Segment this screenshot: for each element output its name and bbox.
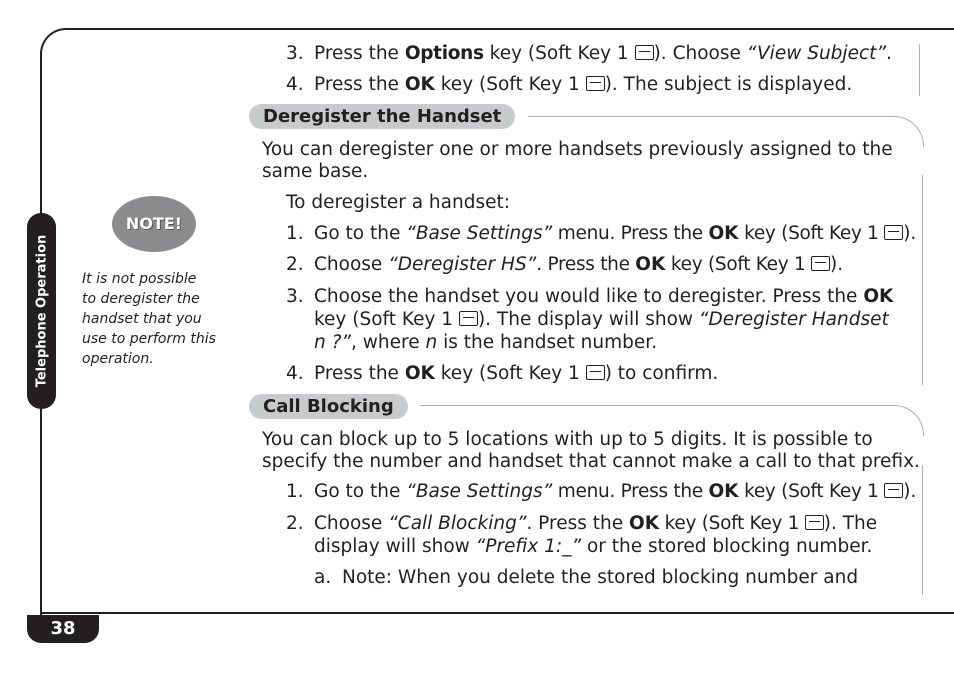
ok-key: OK [629, 513, 660, 534]
soft-key-icon [884, 483, 903, 498]
step-4-subject-displayed: 4. Press the OK key (Soft Key 1 ). The subject is displayed. [286, 74, 853, 95]
bottom-rule [40, 612, 954, 614]
note-line: operation. [82, 351, 154, 367]
ok-key: OK [708, 223, 739, 244]
deregister-intro-line: same base. [262, 161, 369, 182]
step-3-view-subject: 3. Press the Options key (Soft Key 1 ). Choose “View Subject”. [286, 43, 892, 64]
page-number: 38 [27, 615, 99, 643]
note-line: handset that you [82, 311, 202, 327]
note-line: It is not possible [82, 271, 197, 287]
soft-key-icon [635, 45, 654, 60]
section-heading-deregister: Deregister the Handset [249, 104, 515, 129]
right-rule [919, 44, 920, 96]
ok-key: OK [708, 481, 739, 502]
side-tab-label: Telephone Operation [34, 234, 49, 388]
call-blocking-intro-line: You can block up to 5 locations with up to 5 digits. It is possible to [262, 429, 873, 450]
deregister-step-1: 1. Go to the “Base Settings” menu. Press the OK key (Soft Key 1 ). [286, 223, 917, 244]
note-line: to deregister the [82, 291, 200, 307]
heading-rule [528, 116, 894, 117]
note-text [82, 269, 232, 369]
call-blocking-step-2-cont: display will show “Prefix 1:_” or the stored blocking number. [314, 536, 873, 557]
call-blocking-step-1: 1. Go to the “Base Settings” menu. Press the OK key (Soft Key 1 ). [286, 481, 917, 502]
ok-key: OK [404, 74, 435, 95]
note-badge: NOTE! [112, 196, 196, 252]
deregister-intro-line: You can deregister one or more handsets previously assigned to the [262, 139, 893, 160]
soft-key-icon [586, 365, 605, 380]
deregister-step-3-cont: key (Soft Key 1 ). The display will show “Deregister Handset [314, 309, 889, 330]
heading-rule [420, 405, 894, 406]
deregister-step-3-cont: n ?”, where n is the handset number. [314, 332, 658, 353]
right-rule [922, 175, 923, 385]
soft-key-icon [459, 311, 478, 326]
options-key: Options [404, 43, 484, 64]
right-rule [922, 465, 923, 595]
ok-key: OK [635, 254, 666, 275]
note-line: use to perform this [82, 331, 216, 347]
call-blocking-sub-a: a. Note: When you delete the stored blocking number and [314, 567, 859, 588]
ok-key: OK [404, 363, 435, 384]
deregister-step-3: 3. Choose the handset you would like to deregister. Press the OK [286, 286, 894, 307]
soft-key-icon [811, 256, 830, 271]
soft-key-icon [586, 76, 605, 91]
ok-key: OK [863, 286, 894, 307]
call-blocking-step-2: 2. Choose “Call Blocking”. Press the OK key (Soft Key 1 ). The [286, 513, 878, 534]
soft-key-icon [884, 225, 903, 240]
deregister-step-2: 2. Choose “Deregister HS”. Press the OK key (Soft Key 1 ). [286, 254, 844, 275]
section-heading-call-blocking: Call Blocking [249, 394, 408, 419]
section-side-tab [27, 213, 56, 409]
deregister-step-4: 4. Press the OK key (Soft Key 1 ) to confirm. [286, 363, 719, 384]
call-blocking-intro-line: specify the number and handset that cannot make a call to that prefix. [262, 451, 920, 472]
soft-key-icon [805, 515, 824, 530]
deregister-lead: To deregister a handset: [286, 192, 510, 213]
